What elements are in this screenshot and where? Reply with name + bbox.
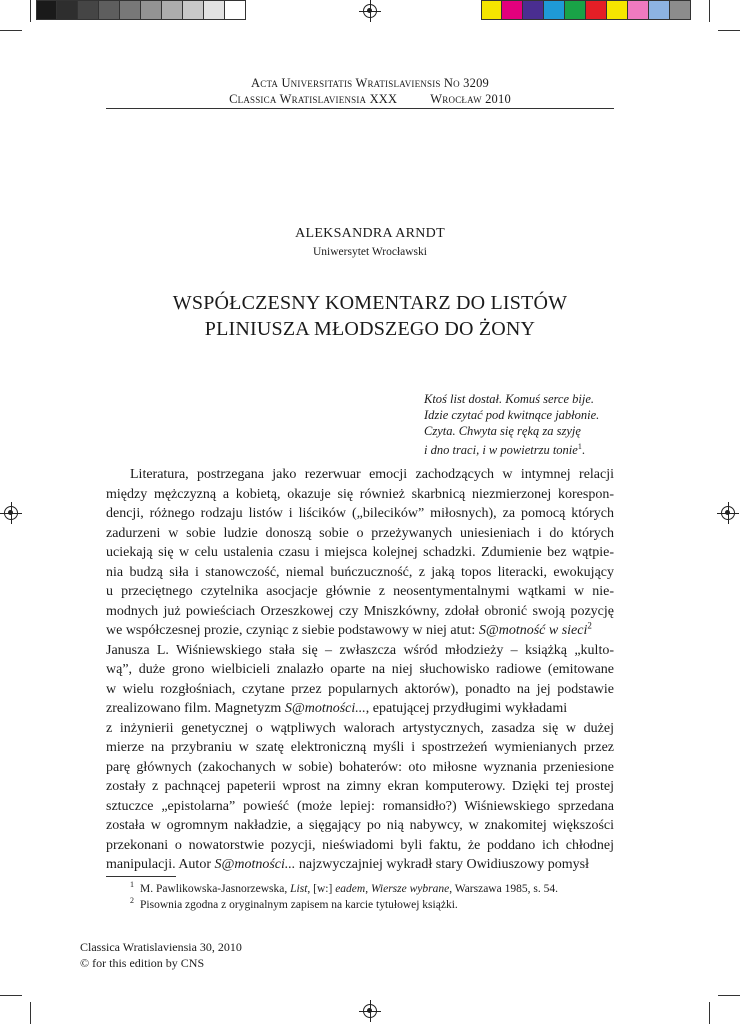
color-swatch <box>649 0 670 20</box>
color-swatch <box>544 0 565 20</box>
gray-swatch <box>141 0 162 20</box>
color-swatch <box>670 0 691 20</box>
gray-swatch <box>120 0 141 20</box>
crop-mark <box>0 995 22 996</box>
footnote-2 <box>130 896 458 911</box>
crop-mark <box>0 30 22 31</box>
body-line <box>106 701 614 717</box>
body-line: uciekają się w celu ustalenia czasu i miejsca kolejnej schadzki. Zdumienie bez wątpie- <box>106 545 614 560</box>
body-text-run: zrealizowano film. Magnetyzm <box>106 701 285 716</box>
epigraph-line: Ktoś list dostał. Komuś serce bije. <box>424 392 595 406</box>
registration-mark-icon <box>363 4 377 18</box>
gray-swatch <box>36 0 57 20</box>
body-line: Janusza L. Wiśniewskiego stała się – zwłaszcza wśród młodzieży – książką „kulto- <box>106 642 614 658</box>
body-line: w wielu rozgłośniach, czytane przez popularnych aktorów), ponadto na jej podstawie <box>106 681 614 697</box>
body-line: parę głównych (zakochanych w sobie) bohaterów: oto miłosne wyznania przeniesione <box>106 759 614 775</box>
body-line: między mężczyzną a kobietą, okazuje się również skarbnicą niezmierzonej korespon- <box>106 486 614 502</box>
footnote-text: eadem <box>335 882 366 895</box>
body-text-run: we współczesnej prozie, czyniąc z siebie podstawowy w niej atut: <box>106 623 479 638</box>
footnote-ref: 1 <box>577 442 582 451</box>
footnote-text: , Warszawa 1985, s. 54. <box>449 882 558 895</box>
footnote-number: 2 <box>130 896 134 905</box>
place-year: Wrocław 2010 <box>430 92 511 106</box>
color-calibration-strip <box>481 0 691 20</box>
body-line: sztuczce „epistolarna” powieść (może lepiej: romansidło?) Wiśniewskiego sprzedana <box>106 798 614 814</box>
gray-calibration-strip <box>36 0 246 20</box>
color-swatch <box>565 0 586 20</box>
footnote-ref: 2 <box>587 620 592 631</box>
body-line: Literatura, postrzegana jako rezerwuar emocji zachodzących w intymnej relacji <box>130 467 614 482</box>
registration-mark-icon <box>363 1004 377 1018</box>
footnote-rule <box>106 876 176 877</box>
footnote-number: 1 <box>130 880 134 889</box>
book-title: S@motności... <box>284 701 366 716</box>
color-swatch <box>586 0 607 20</box>
gray-swatch <box>225 0 246 20</box>
epigraph-line: Idzie czytać pod kwitnące jabłonie. <box>424 408 600 422</box>
body-text-run: manipulacji. Autor <box>106 857 215 872</box>
body-line: mierze na przybraniu w szatę elektroniczną myśli i spostrzeżeń wymienianych przez <box>106 740 614 755</box>
series-name: Classica Wratislaviensia XXX <box>229 92 398 106</box>
article-title <box>0 290 740 342</box>
footnote-text: List <box>290 882 308 895</box>
body-line: wą”, duże grono wielbicieli znalazło oparte na niej słuchowisko radiowe (emitowane <box>106 662 614 677</box>
registration-mark-icon <box>4 506 18 520</box>
copyright-notice: © for this edition by CNS <box>80 956 205 970</box>
crop-mark <box>718 30 740 31</box>
body-line: modnych już powieściach Orzeszkowej czy Mniszkówny, zdołał obronić swoją pozycję <box>106 603 614 619</box>
book-title: S@motność w sieci <box>478 623 588 638</box>
journal-header: Acta Universitatis Wratislaviensis No 3209 <box>251 76 489 90</box>
gray-swatch <box>78 0 99 20</box>
epigraph-line <box>424 439 599 458</box>
gray-swatch <box>204 0 225 20</box>
color-swatch <box>628 0 649 20</box>
body-line: dencji, różnego rodzaju listów i liścików („bilecików” miłosnych), za pomocą których <box>106 506 614 521</box>
epigraph-line: Czyta. Chwyta się ręką za szyję <box>424 424 581 438</box>
series-header <box>0 92 740 107</box>
footnote-text: M. Pawlikowska-Jasnorzewska, <box>140 882 291 895</box>
body-line: przekonani o nowatorstwie pozycji, nieświadomi byli faktu, że poddano ich chłodnej <box>106 837 614 853</box>
journal-citation: Classica Wratislaviensia 30, 2010 <box>80 940 242 954</box>
footnote-text: Wiersze wybrane <box>370 882 450 895</box>
author-affiliation: Uniwersytet Wrocławski <box>313 246 427 258</box>
gray-swatch <box>183 0 204 20</box>
registration-mark-icon <box>721 506 735 520</box>
body-line: została w ogromnym nakładzie, a sięgający po nią nabywcy, w znakomitej większości <box>106 818 614 833</box>
body-text-run: , epatującej przydługimi wykładami <box>365 701 568 716</box>
crop-mark <box>30 0 31 22</box>
gray-swatch <box>99 0 120 20</box>
author-name: ALEKSANDRA ARNDT <box>295 226 445 241</box>
color-swatch <box>523 0 544 20</box>
body-line: zadurzeni w sobie ludzie donoszą sobie o przeżywanych uniesieniach i do których <box>106 525 614 541</box>
body-line: nia budzą siła i stanowczość, niemal buńczuczność, z jaką topos literacki, ewokujący <box>106 564 614 580</box>
crop-mark <box>718 995 740 996</box>
footnote-1 <box>130 880 558 895</box>
color-swatch <box>607 0 628 20</box>
epigraph-end: . <box>581 443 585 458</box>
body-text-run: najzwyczajniej wykradł stary Owidiuszowy pomysł <box>295 857 589 872</box>
color-swatch <box>502 0 523 20</box>
title-line: WSPÓŁCZESNY KOMENTARZ DO LISTÓW <box>172 292 568 314</box>
footnote-text: Pisownia zgodna z oryginalnym zapisem na karcie tytułowej książki. <box>140 898 458 911</box>
epigraph <box>424 391 599 458</box>
header-rule <box>106 108 614 109</box>
title-line: PLINIUSZA MŁODSZEGO DO ŻONY <box>204 318 536 340</box>
body-line <box>106 620 614 639</box>
gray-swatch <box>57 0 78 20</box>
body-line: z inżynierii genetycznej o wątpliwych walorach artystycznych, zasadza się w dużej <box>106 720 614 736</box>
epigraph-line-text: i dno traci, i w powietrzu tonie <box>424 443 578 458</box>
footnote-text: , [w:] <box>307 882 336 895</box>
body-line: zostały z pachnącej papeterii wprost na zimny ekran komputerowy. Dzięki tej prostej <box>106 779 614 794</box>
footnote-text: , <box>365 882 371 895</box>
color-swatch <box>481 0 502 20</box>
crop-mark <box>30 1002 31 1024</box>
body-line: u przeciętnego czytelnika asocjacje głównie z neosentymentalnymi wątkami w nie- <box>106 584 614 599</box>
crop-mark <box>709 1002 710 1024</box>
crop-mark <box>709 0 710 22</box>
body-line <box>106 857 614 873</box>
book-title: S@motności... <box>214 857 296 872</box>
gray-swatch <box>162 0 183 20</box>
